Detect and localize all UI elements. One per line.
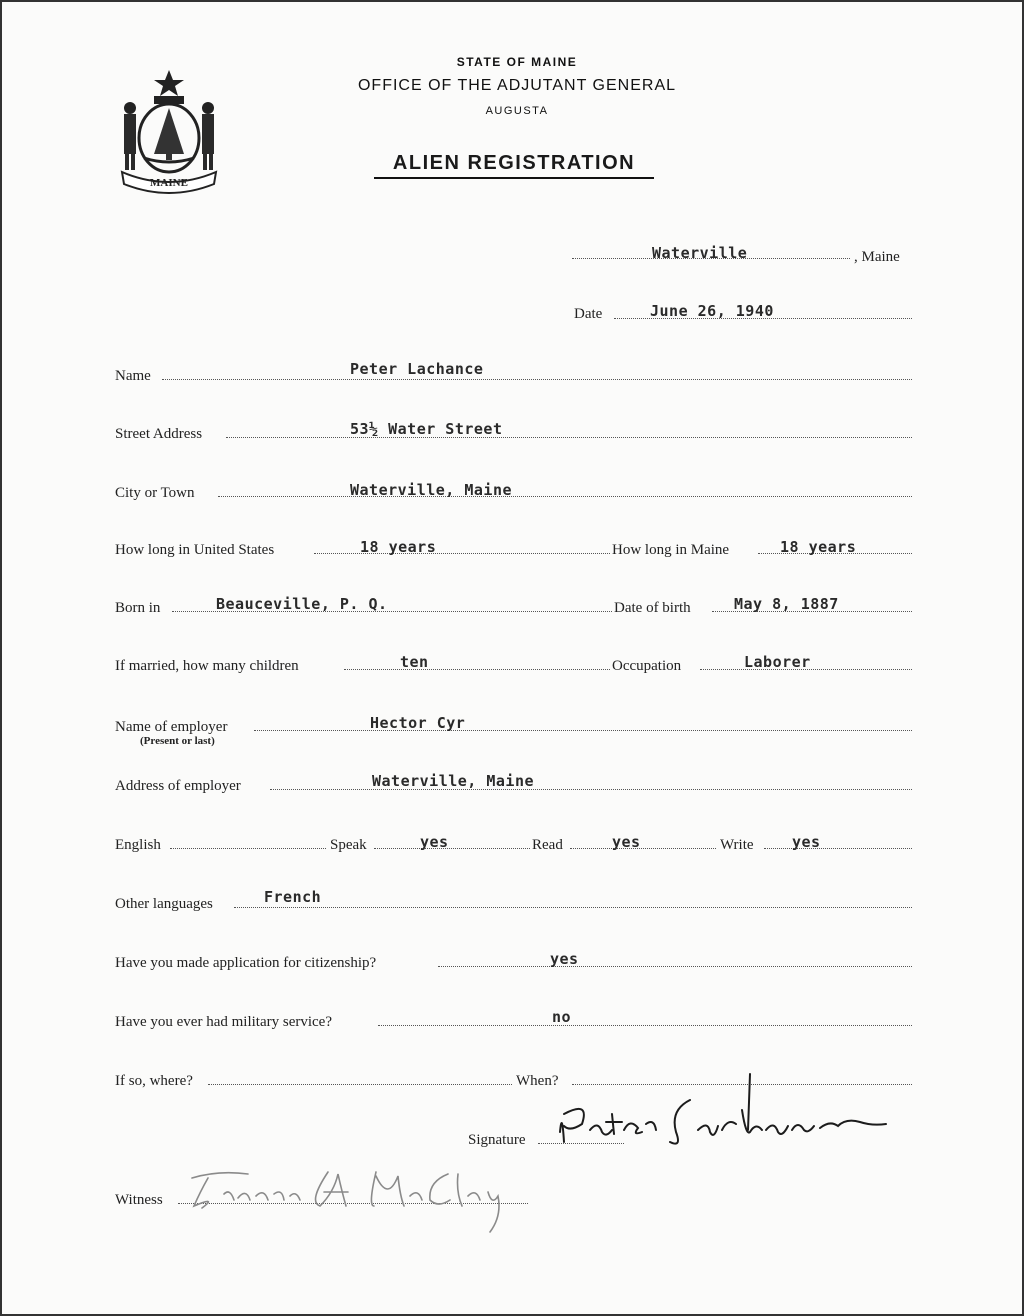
born-in-label: Born in: [115, 600, 161, 616]
maine-state-seal: [114, 66, 224, 196]
name-label: Name: [115, 368, 151, 384]
other-languages-line: [234, 905, 912, 908]
employer-label: Name of employer: [115, 719, 228, 735]
where-line: [208, 1082, 512, 1085]
form-title: ALIEN REGISTRATION: [374, 152, 654, 179]
occupation-label: Occupation: [612, 658, 682, 674]
english-label: English: [115, 837, 161, 853]
citizenship-value: yes: [550, 950, 579, 968]
other-languages-value: French: [264, 888, 322, 906]
write-label: Write: [720, 837, 754, 853]
witness-signature: [178, 1162, 548, 1242]
read-line: [570, 846, 716, 849]
employer-sublabel: (Present or last): [140, 735, 215, 747]
dob-value: May 8, 1887: [734, 595, 839, 613]
read-value: yes: [612, 833, 641, 851]
speak-value: yes: [420, 833, 449, 851]
us-duration-value: 18 years: [360, 538, 437, 556]
city-value: Waterville, Maine: [350, 481, 513, 499]
military-value: no: [552, 1008, 572, 1026]
seal-banner-text: MAINE: [150, 177, 188, 189]
where-label: If so, where?: [115, 1073, 193, 1089]
us-duration-label: How long in United States: [115, 542, 275, 558]
city-label: City or Town: [115, 485, 195, 501]
employer-address-value: Waterville, Maine: [372, 772, 535, 790]
speak-line: [374, 846, 530, 849]
english-line: [170, 846, 326, 849]
applicant-signature: [550, 1070, 900, 1160]
place-suffix-label: , Maine: [854, 249, 900, 265]
dob-label: Date of birth: [614, 600, 691, 616]
employer-address-line: [270, 787, 912, 790]
when-label: When?: [516, 1073, 559, 1089]
employer-value: Hector Cyr: [370, 714, 466, 732]
date-label: Date: [574, 306, 603, 322]
witness-label: Witness: [115, 1192, 163, 1208]
other-languages-label: Other languages: [115, 896, 213, 912]
born-in-value: Beauceville, P. Q.: [216, 595, 388, 613]
write-value: yes: [792, 833, 821, 851]
citizenship-label: Have you made application for citizenship?: [115, 955, 377, 971]
maine-duration-label: How long in Maine: [612, 542, 730, 558]
street-line: [226, 435, 912, 438]
read-label: Read: [532, 837, 563, 853]
place-value: Waterville: [652, 244, 748, 262]
street-label: Street Address: [115, 426, 203, 442]
street-value: 53½ Water Street: [350, 420, 503, 438]
office-heading: OFFICE OF THE ADJUTANT GENERAL: [357, 77, 677, 94]
children-line: [344, 667, 610, 670]
maine-duration-value: 18 years: [780, 538, 857, 556]
signature-label: Signature: [468, 1132, 526, 1148]
city-line: [218, 494, 912, 497]
children-label: If married, how many children: [115, 658, 299, 674]
speak-label: Speak: [330, 837, 367, 853]
military-line: [378, 1023, 912, 1026]
write-line: [764, 846, 912, 849]
us-duration-line: [314, 551, 610, 554]
employer-address-label: Address of employer: [115, 778, 241, 794]
occupation-value: Laborer: [744, 653, 811, 671]
city-heading: AUGUSTA: [485, 105, 549, 117]
name-value: Peter Lachance: [350, 360, 484, 378]
state-heading: STATE OF MAINE: [456, 55, 578, 69]
citizenship-line: [438, 964, 912, 967]
military-label: Have you ever had military service?: [115, 1014, 332, 1030]
date-value: June 26, 1940: [650, 302, 774, 320]
children-value: ten: [400, 653, 429, 671]
name-line: [162, 377, 912, 380]
employer-line: [254, 728, 912, 731]
